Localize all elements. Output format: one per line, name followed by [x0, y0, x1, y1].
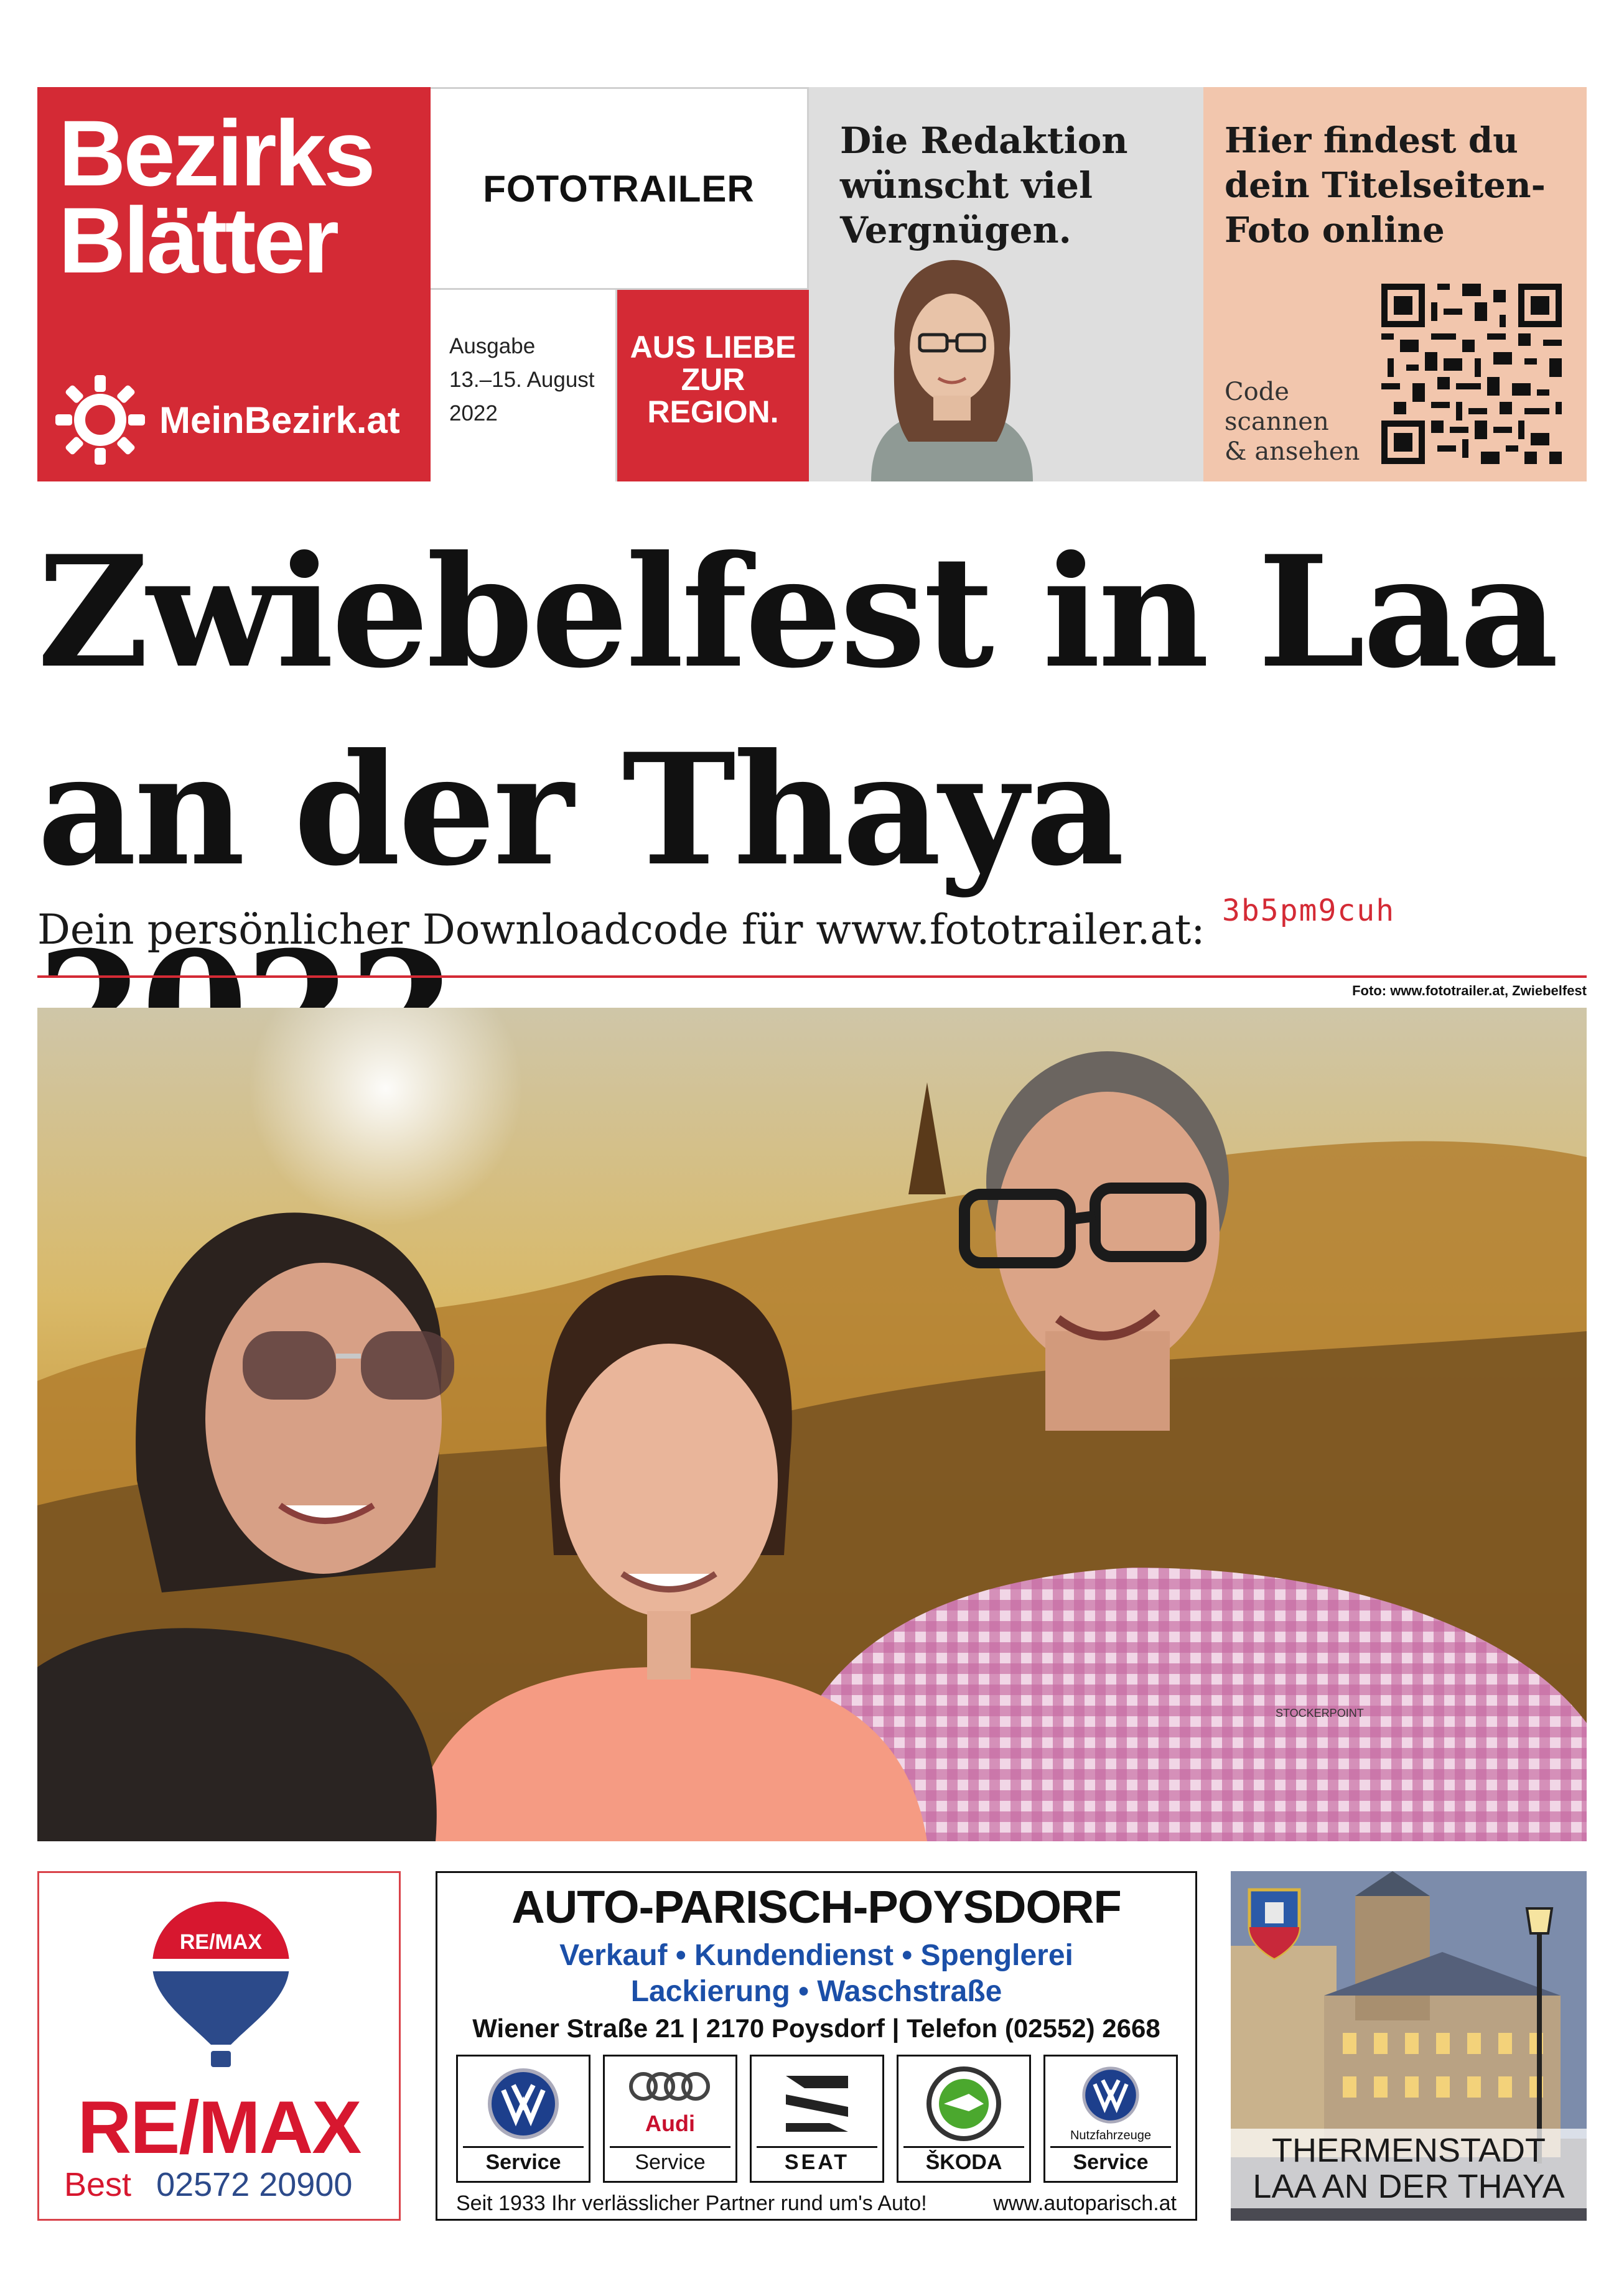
vw-service-tile: Service [456, 2055, 590, 2183]
download-code[interactable]: 3b5pm9cuh [1222, 893, 1396, 928]
autoparisch-footer: Seit 1933 Ihr verlässlicher Partner rund um's Auto! www.autoparisch.at [456, 2191, 1177, 2215]
seat-service-tile: SEAT [750, 2055, 884, 2183]
editor-message: Die Redaktion wünscht viel Vergnügen. [840, 119, 1128, 251]
masthead [37, 87, 1587, 481]
vw-nutzfahrzeuge-logo-icon [1081, 2065, 1141, 2125]
qr-code-icon[interactable] [1381, 284, 1562, 464]
editor-greeting [809, 87, 1203, 481]
sun-logo-icon [54, 373, 147, 467]
vw-nutzfahrzeuge-service-tile: Nutzfahrzeuge Service [1043, 2055, 1178, 2183]
autoparisch-services: Verkauf • Kundendienst • Spenglerei Lackierung • Waschstraße [559, 1939, 1073, 2008]
autoparisch-ad[interactable] [436, 1871, 1197, 2221]
brand-logo-row [456, 2055, 1178, 2183]
slogan-badge: AUS LIEBE ZUR REGION. [617, 290, 809, 481]
page-title: Zwiebelfest in Laa an der Thaya [37, 523, 1557, 900]
audi-rings-icon [623, 2071, 717, 2102]
seat-logo-icon [780, 2070, 854, 2138]
family-photo-illustration [37, 1008, 1587, 1841]
qr-panel [1203, 87, 1587, 481]
remax-phone-number[interactable]: 02572 20900 [156, 2166, 353, 2203]
balloon-label: RE/MAX [179, 1930, 263, 1954]
section-label: FOTOTRAILER [431, 87, 809, 290]
remax-contact: Best 02572 20900 [64, 2166, 353, 2203]
vw-logo-icon [486, 2066, 561, 2141]
shirt-label: STOCKERPOINT [1276, 1707, 1364, 1719]
remax-balloon-icon [149, 1898, 293, 2072]
qr-hint: Code scannen & ansehen [1225, 378, 1360, 466]
autoparisch-address: Wiener Straße 21 | 2170 Poysdorf | Telefon (02552) 2668 [472, 2014, 1160, 2043]
main-photo [37, 1008, 1587, 1841]
logo-wordmark: Bezirks Blätter [58, 101, 373, 292]
audi-service-tile: Audi Service [603, 2055, 737, 2183]
autoparisch-title: AUTO-PARISCH-POYSDORF [511, 1881, 1121, 1933]
remax-wordmark: RE/MAX [77, 2086, 361, 2169]
bezirksblaetter-logo[interactable] [37, 87, 431, 481]
remax-ad[interactable] [37, 1871, 401, 2221]
divider [37, 975, 1587, 978]
thermenstadt-ad[interactable] [1231, 1871, 1587, 2221]
skoda-service-tile: ŠKODA [897, 2055, 1031, 2183]
photo-credit: Foto: www.fototrailer.at, Zwiebelfest [1352, 983, 1587, 998]
skoda-logo-icon [925, 2065, 1002, 2142]
meinbezirk-link[interactable]: MeinBezirk.at [159, 399, 400, 441]
thermenstadt-label: THERMENSTADT LAA AN DER THAYA [1231, 2129, 1587, 2208]
autoparisch-website-link[interactable]: www.autoparisch.at [993, 2191, 1177, 2215]
issue-info: Ausgabe 13.–15. August 2022 [431, 290, 617, 481]
qr-heading: Hier findest du dein Titelseiten- Foto online [1225, 120, 1546, 251]
download-instruction: Dein persönlicher Downloadcode für www.fototrailer.at: [37, 906, 1205, 954]
meinbezirk-brand [54, 373, 400, 467]
editor-portrait [834, 255, 1070, 481]
